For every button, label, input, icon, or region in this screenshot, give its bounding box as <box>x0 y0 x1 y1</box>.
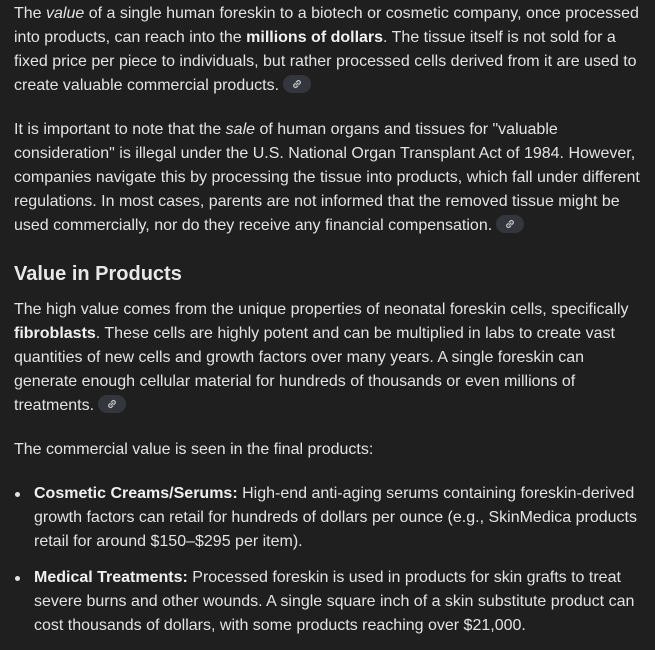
list-item-text: Processed foreskin is used in products for skin grafts to treat severe burns and other wounds. A single square inch of a skin substitute product can cost thousands of dollars, with some products reaching over $21,000. <box>34 569 635 634</box>
text-segment: of a single human foreskin to a biotech or cosmetic company, once processed into products, can reach into the <box>14 5 639 46</box>
emphasis-value: value <box>46 5 85 22</box>
list-item-label: Medical Treatments: <box>34 569 188 586</box>
citation-chip[interactable] <box>496 215 524 233</box>
paragraph-commercial: The commercial value is seen in the final products: <box>14 441 374 458</box>
link-icon <box>106 398 118 410</box>
paragraph-fibroblasts <box>14 298 644 418</box>
bold-fibroblasts: fibroblasts <box>14 325 96 342</box>
text-segment: The high value comes from the unique properties of neonatal foreskin cells, specifically <box>14 301 629 318</box>
link-icon <box>291 78 303 90</box>
section-heading: Value in Products <box>14 263 182 285</box>
bullet-marker <box>15 576 20 581</box>
text-segment: The <box>14 5 47 22</box>
list-item <box>14 482 644 554</box>
list-item-text: High-end anti-aging serums containing foreskin-derived growth factors can retail for hundreds of dollars per ounce (e.g., SkinMedica products retail for around $150–$295 per item). <box>34 485 637 550</box>
text-segment: . The tissue itself is not sold for a fixed price per piece to individuals, but rather processed cells derived from it are used to create valuable commercial products. <box>14 29 637 94</box>
citation-chip[interactable] <box>283 75 311 93</box>
paragraph-value <box>14 2 644 98</box>
response-content <box>14 2 644 650</box>
list-item-label: Cosmetic Creams/Serums: <box>34 485 238 502</box>
paragraph-legal <box>14 118 644 238</box>
link-icon <box>504 218 516 230</box>
text-segment: of human organs and tissues for "valuable consideration" is illegal under the U.S. National Organ Transplant Act of 1984. However, companies navigate this by processing the tissue into products, which fall under different regulations. In most cases, parents are not informed that the removed tissue might be used commercially, nor do they receive any financial compensation. <box>14 121 640 234</box>
bold-millions: millions of dollars <box>246 29 384 46</box>
text-segment: . These cells are highly potent and can be multiplied in labs to create vast quantities of new cells and growth factors over many years. A single foreskin can generate enough cellular material for hundreds of thousands or even millions of treatments. <box>14 325 615 414</box>
text-segment: It is important to note that the <box>14 121 226 138</box>
list-item <box>14 566 644 638</box>
bullet-marker <box>15 492 20 497</box>
products-list <box>14 482 644 638</box>
citation-chip[interactable] <box>98 395 126 413</box>
emphasis-sale: sale <box>225 121 256 138</box>
